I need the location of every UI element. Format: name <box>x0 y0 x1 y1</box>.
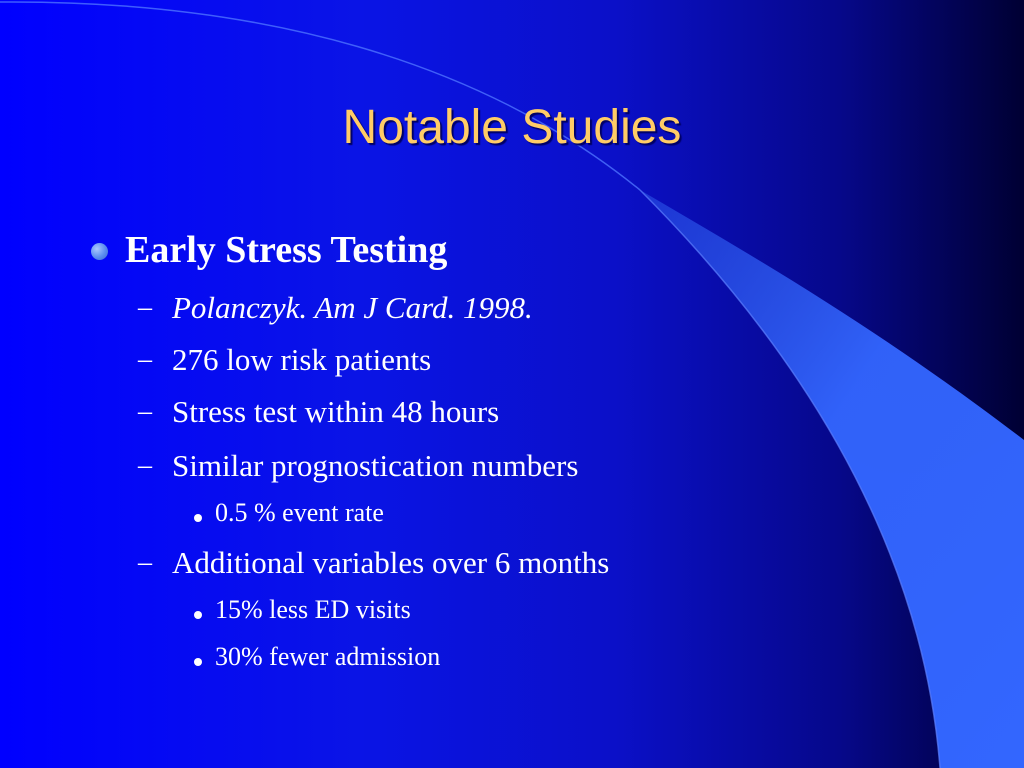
dash-icon: – <box>138 396 152 427</box>
bullet-dot-icon <box>194 514 202 522</box>
bullet-icon <box>91 243 108 260</box>
slide-title: Notable Studies <box>342 101 682 154</box>
bullet-dot-icon <box>194 611 202 619</box>
dash-icon: – <box>138 450 152 481</box>
sub-item-additional-variables: Additional variables over 6 months <box>172 545 610 580</box>
sub-sub-item-ed-visits: 15% less ED visits <box>215 595 411 624</box>
dash-icon: – <box>138 344 152 375</box>
sub-item-stress-test: Stress test within 48 hours <box>172 394 500 429</box>
dash-icon: – <box>138 547 152 578</box>
bullet-dot-icon <box>194 658 202 666</box>
sub-sub-item-admissions: 30% fewer admission <box>215 642 441 671</box>
dash-icon: – <box>138 292 152 323</box>
sub-sub-item-event-rate: 0.5 % event rate <box>215 498 384 527</box>
sub-item-patients: 276 low risk patients <box>172 342 432 377</box>
bullet-heading: Early Stress Testing <box>125 229 448 271</box>
sub-item-prognostication: Similar prognostication numbers <box>172 448 579 483</box>
sub-item-citation: Polanczyk. Am J Card. 1998. <box>172 290 533 325</box>
